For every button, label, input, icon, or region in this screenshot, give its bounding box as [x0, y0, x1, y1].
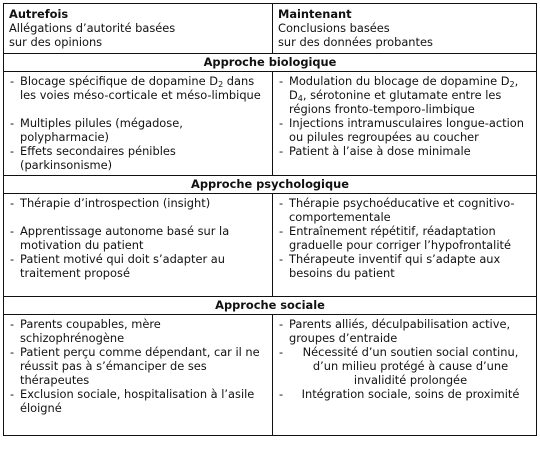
- cell-maintenant-sociale: [273, 315, 537, 436]
- header-cell-maintenant: [273, 4, 537, 54]
- column-title-autrefois: Autrefois: [9, 7, 69, 21]
- list-item: - Apprentissage autonome basé sur la motivation du patient: [8, 224, 268, 252]
- cell-maintenant-psychologique: [273, 194, 537, 297]
- cell-autrefois-psychologique: [4, 194, 273, 297]
- list-item: - Nécessité d’un soutien social continu, d’un milieu protégé à cause d’une invalidité prolongée: [277, 345, 532, 387]
- header-cell-autrefois: [4, 4, 273, 54]
- list-item: - Entraînement répétitif, réadaptation graduelle pour corriger l’hypofrontalité: [277, 224, 532, 252]
- list-item: - Intégration sociale, soins de proximité: [277, 387, 532, 401]
- list-item: - Patient motivé qui doit s’adapter au traitement proposé: [8, 252, 268, 280]
- section-title-biologique: Approche biologique: [4, 54, 537, 72]
- column-subtitle-autrefois-2: sur des opinions: [9, 35, 103, 49]
- cell-autrefois-biologique: [4, 72, 273, 176]
- section-row-psychologique: [4, 176, 537, 194]
- list-autrefois-psychologique: [8, 196, 268, 280]
- list-maintenant-biologique: [277, 74, 532, 158]
- list-item: - Patient perçu comme dépendant, car il ne réussit pas à s’émanciper de ses thérapeutes: [8, 345, 268, 387]
- column-subtitle-autrefois-1: Allégations d’autorité basées: [9, 21, 176, 35]
- column-subtitle-maintenant-2: sur des données probantes: [278, 35, 433, 49]
- list-item: - Parents coupables, mère schizophrénogène: [8, 317, 268, 345]
- list-item: - Blocage spécifique de dopamine $D_2$ dans les voies méso-corticale et méso-limbique: [8, 74, 268, 102]
- section-row-biologique: [4, 54, 537, 72]
- list-autrefois-sociale: [8, 317, 268, 415]
- cell-maintenant-biologique: [273, 72, 537, 176]
- section-title-psychologique: Approche psychologique: [4, 176, 537, 194]
- list-item: - Patient à l’aise à dose minimale: [277, 144, 532, 158]
- cell-autrefois-sociale: [4, 315, 273, 436]
- section-title-sociale: Approche sociale: [4, 297, 537, 315]
- list-item: - Parents alliés, déculpabilisation active, groupes d’entraide: [277, 317, 532, 345]
- section-row-sociale: [4, 297, 537, 315]
- column-subtitle-maintenant-1: Conclusions basées: [278, 21, 390, 35]
- list-item: - Thérapie d’introspection (insight): [8, 196, 268, 210]
- list-item: - Thérapeute inventif qui s’adapte aux besoins du patient: [277, 252, 532, 280]
- list-item: - Effets secondaires pénibles (parkinsonisme): [8, 144, 268, 172]
- column-title-maintenant: Maintenant: [278, 7, 352, 21]
- list-item: - Multiples pilules (mégadose, polypharmacie): [8, 116, 268, 144]
- section-items-sociale: [4, 315, 537, 436]
- list-item: - Exclusion sociale, hospitalisation à l’asile éloigné: [8, 387, 268, 415]
- list-item: - Modulation du blocage de dopamine $D_2$, $D_4$, sérotonine et glutamate entre les régions fronto-temporo-limbique: [277, 74, 532, 116]
- list-autrefois-biologique: [8, 74, 268, 172]
- section-items-psychologique: [4, 194, 537, 297]
- list-maintenant-psychologique: [277, 196, 532, 280]
- list-item: - Thérapie psychoéducative et cognitivo-comportementale: [277, 196, 532, 224]
- list-item: - Injections intramusculaires longue-action ou pilules regroupées au coucher: [277, 116, 532, 144]
- list-maintenant-sociale: [277, 317, 532, 401]
- section-items-biologique: [4, 72, 537, 176]
- comparison-table: [3, 3, 537, 436]
- header-row: [4, 4, 537, 54]
